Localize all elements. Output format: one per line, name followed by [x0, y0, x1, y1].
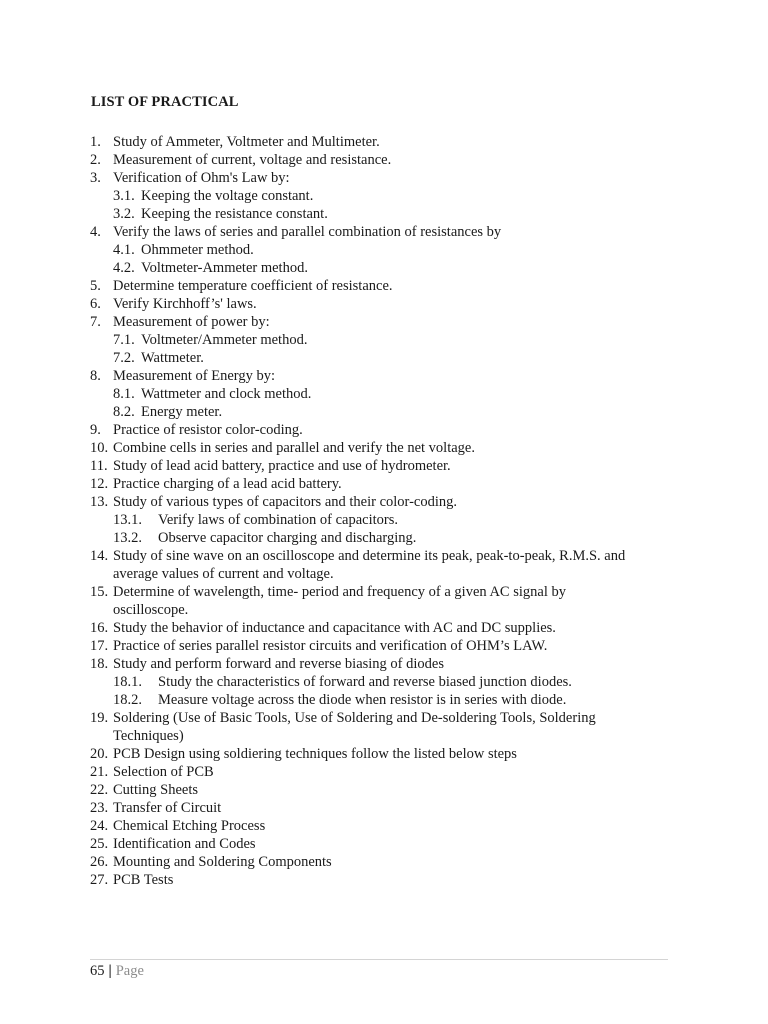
- list-subitem: [90, 205, 690, 223]
- item-text: Observe capacitor charging and discharging.: [158, 530, 417, 546]
- list-item: [90, 835, 690, 853]
- item-text: Measurement of power by:: [113, 314, 270, 330]
- item-text: Energy meter.: [141, 404, 223, 420]
- item-text: PCB Design using soldiering techniques follow the listed below steps: [113, 746, 517, 762]
- list-item: [90, 223, 690, 241]
- item-number: 4.1.: [113, 242, 135, 258]
- item-number: 24.: [90, 818, 109, 834]
- item-number: 8.1.: [113, 386, 135, 402]
- list-item: [90, 313, 690, 331]
- item-number: 7.2.: [113, 350, 135, 366]
- list-item: [90, 745, 690, 763]
- list-item: [90, 133, 690, 151]
- list-item: [90, 871, 690, 889]
- item-number: 8.: [90, 368, 101, 384]
- item-text: Cutting Sheets: [113, 782, 198, 798]
- item-text: Combine cells in series and parallel and verify the net voltage.: [113, 440, 475, 456]
- list-item: [90, 781, 690, 799]
- list-subitem: [90, 331, 690, 349]
- item-number: 7.1.: [113, 332, 135, 348]
- item-text: Techniques): [113, 728, 184, 744]
- item-number: 3.: [90, 170, 101, 186]
- footer-divider: [90, 959, 668, 960]
- item-number: 15.: [90, 584, 109, 600]
- list-item: [90, 619, 690, 637]
- item-text: Wattmeter and clock method.: [141, 386, 312, 402]
- list-subitem: [90, 673, 690, 691]
- page-footer: [90, 962, 144, 980]
- list-item: [90, 169, 690, 187]
- item-number: 9.: [90, 422, 101, 438]
- item-text: Voltmeter-Ammeter method.: [141, 260, 308, 276]
- item-text: Keeping the resistance constant.: [141, 206, 328, 222]
- item-text: Determine of wavelength, time- period and frequency of a given AC signal by: [113, 584, 566, 600]
- list-item: [90, 763, 690, 781]
- list-item: [90, 799, 690, 817]
- item-number: 6.: [90, 296, 101, 312]
- item-text: Study of various types of capacitors and their color-coding.: [113, 494, 457, 510]
- list-item-continuation: [90, 601, 690, 619]
- item-number: 3.2.: [113, 206, 135, 222]
- item-text: Study the behavior of inductance and capacitance with AC and DC supplies.: [113, 620, 556, 636]
- list-subitem: [90, 691, 690, 709]
- item-number: 5.: [90, 278, 101, 294]
- page-separator: |: [108, 963, 112, 979]
- item-text: Voltmeter/Ammeter method.: [141, 332, 308, 348]
- list-subitem: [90, 403, 690, 421]
- item-text: Determine temperature coefficient of resistance.: [113, 278, 393, 294]
- item-number: 22.: [90, 782, 109, 798]
- item-number: 20.: [90, 746, 109, 762]
- page-label: Page: [115, 963, 144, 979]
- list-item: [90, 547, 690, 565]
- list-subitem: [90, 187, 690, 205]
- item-text: Verify the laws of series and parallel combination of resistances by: [113, 224, 502, 240]
- list-item: [90, 853, 690, 871]
- item-text: Ohmmeter method.: [141, 242, 254, 258]
- list-subitem: [90, 349, 690, 367]
- item-text: Study and perform forward and reverse biasing of diodes: [113, 656, 444, 672]
- item-text: Verification of Ohm's Law by:: [113, 170, 290, 186]
- item-text: average values of current and voltage.: [113, 566, 334, 582]
- item-text: Verify Kirchhoff’s' laws.: [113, 296, 257, 312]
- list-item: [90, 457, 690, 475]
- list-item: [90, 367, 690, 385]
- list-item: [90, 277, 690, 295]
- list-subitem: [90, 259, 690, 277]
- item-text: Keeping the voltage constant.: [141, 188, 314, 204]
- item-text: Identification and Codes: [113, 836, 256, 852]
- item-text: Selection of PCB: [113, 764, 214, 780]
- item-text: Practice of series parallel resistor circuits and verification of OHM’s LAW.: [113, 638, 548, 654]
- item-text: Chemical Etching Process: [113, 818, 266, 834]
- page-title: LIST OF PRACTICAL: [91, 94, 239, 110]
- list-subitem: [90, 385, 690, 403]
- item-number: 26.: [90, 854, 109, 870]
- item-number: 3.1.: [113, 188, 135, 204]
- list-item: [90, 421, 690, 439]
- list-item: [90, 439, 690, 457]
- list-subitem: [90, 241, 690, 259]
- item-text: Study of sine wave on an oscilloscope and determine its peak, peak-to-peak, R.M.S. and: [113, 548, 626, 564]
- item-number: 13.1.: [113, 512, 142, 528]
- item-number: 4.: [90, 224, 101, 240]
- item-number: 11.: [90, 458, 108, 474]
- item-text: Measurement of current, voltage and resistance.: [113, 152, 392, 168]
- item-number: 19.: [90, 710, 109, 726]
- item-number: 2.: [90, 152, 101, 168]
- item-text: Measurement of Energy by:: [113, 368, 276, 384]
- list-item: [90, 709, 690, 727]
- list-item: [90, 655, 690, 673]
- item-number: 7.: [90, 314, 101, 330]
- list-item: [90, 475, 690, 493]
- list-item: [90, 637, 690, 655]
- item-number: 1.: [90, 134, 101, 150]
- item-number: 13.2.: [113, 530, 142, 546]
- item-text: Transfer of Circuit: [113, 800, 222, 816]
- item-number: 13.: [90, 494, 109, 510]
- item-number: 12.: [90, 476, 109, 492]
- list-item: [90, 583, 690, 601]
- item-number: 23.: [90, 800, 109, 816]
- item-number: 18.: [90, 656, 109, 672]
- item-text: Practice charging of a lead acid battery.: [113, 476, 342, 492]
- item-number: 10.: [90, 440, 109, 456]
- item-text: Wattmeter.: [141, 350, 204, 366]
- page-number: 65: [90, 963, 105, 979]
- item-number: 8.2.: [113, 404, 135, 420]
- item-number: 21.: [90, 764, 109, 780]
- list-item: [90, 817, 690, 835]
- item-number: 4.2.: [113, 260, 135, 276]
- list-subitem: [90, 511, 690, 529]
- item-text: Mounting and Soldering Components: [113, 854, 332, 870]
- list-item-continuation: [90, 727, 690, 745]
- practical-list: [90, 133, 690, 889]
- item-text: oscilloscope.: [113, 602, 189, 618]
- list-subitem: [90, 529, 690, 547]
- item-number: 17.: [90, 638, 109, 654]
- item-text: Soldering (Use of Basic Tools, Use of Soldering and De-soldering Tools, Soldering: [113, 710, 596, 726]
- list-item: [90, 151, 690, 169]
- item-number: 18.2.: [113, 692, 142, 708]
- list-item: [90, 493, 690, 511]
- item-text: Measure voltage across the diode when resistor is in series with diode.: [158, 692, 567, 708]
- item-text: PCB Tests: [113, 872, 174, 888]
- list-item-continuation: [90, 565, 690, 583]
- list-item: [90, 295, 690, 313]
- item-number: 18.1.: [113, 674, 142, 690]
- item-number: 14.: [90, 548, 109, 564]
- item-number: 16.: [90, 620, 109, 636]
- item-number: 27.: [90, 872, 109, 888]
- item-text: Study of lead acid battery, practice and use of hydrometer.: [113, 458, 451, 474]
- item-text: Verify laws of combination of capacitors.: [158, 512, 398, 528]
- item-number: 25.: [90, 836, 109, 852]
- item-text: Study of Ammeter, Voltmeter and Multimeter.: [113, 134, 380, 150]
- item-text: Practice of resistor color-coding.: [113, 422, 303, 438]
- item-text: Study the characteristics of forward and reverse biased junction diodes.: [158, 674, 572, 690]
